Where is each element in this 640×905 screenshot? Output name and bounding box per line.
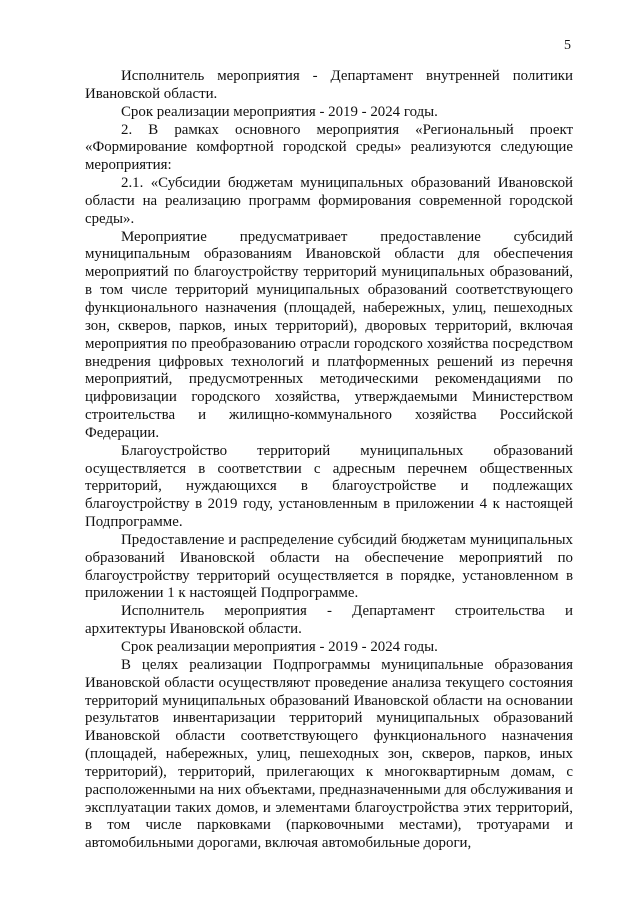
paragraph-measure-description: Мероприятие предусматривает предоставление субсидий муниципальным образованиям Ивановской области для обеспечения мероприятий по благоустройству территорий муниципальных образований, в том числе территорий муниципальных образований соответствующего функционального назначения (площадей, набережных, улиц, пешеходных зон, скверов, парков, иных территорий), дворовых территорий, включая мероприятия по преобразованию отрасли городского хозяйства посредством внедрения цифровых технологий и платформенных решений из перечня мероприятий, предусмотренных методическими рекомендациями по цифровизации городского хозяйства, утверждаемыми Министерством строительства и жилищно-коммунального хозяйства Российской Федерации. <box>85 228 573 441</box>
paragraph-term-2019-2024-second: Срок реализации мероприятия - 2019 - 2024 годы. <box>121 639 438 655</box>
paragraph-subsidy-distribution: Предоставление и распределение субсидий бюджетам муниципальных образований Ивановской области на обеспечение мероприятий по благоустройству территорий осуществляется в порядке, установленном в приложении 1 к настоящей Подпрограмме. <box>85 531 573 602</box>
paragraph-executor-construction: Исполнитель мероприятия - Департамент строительства и архитектуры Ивановской области. <box>85 603 573 638</box>
paragraph-landscaping-territories: Благоустройство территорий муниципальных образований осуществляется в соответствии с адресным перечнем общественных территорий, нуждающихся в благоустройстве и подлежащих благоустройству в 2019 году, установленным в приложении 4 к настоящей Подпрограмме. <box>85 442 573 531</box>
paragraph-subsidies-2-1: 2.1. «Субсидии бюджетам муниципальных образований Ивановской области на реализацию программ формирования современной городской среды». <box>85 175 573 227</box>
paragraph-executor-internal-policy: Исполнитель мероприятия - Департамент внутренней политики Ивановской области. <box>85 68 573 102</box>
document-body <box>85 68 573 853</box>
paragraph-analysis: В целях реализации Подпрограммы муниципальные образования Ивановской области осуществляют проведение анализа текущего состояния территорий муниципальных образований Ивановской области на основании результатов инвентаризации территорий муниципальных образований Ивановской области соответствующего функционального назначения (площадей, набережных, улиц, пешеходных зон, скверов, парков, иных территорий), территорий, прилегающих к многоквартирным домам, с расположенными на них объектами, предназначенными для обслуживания и эксплуатации таких домов, и элементами благоустройства этих территорий, в том числе парковками (парковочными местами), тротуарами и автомобильными дорогами, включая автомобильные дороги, <box>85 656 573 852</box>
paragraph-regional-project: 2. В рамках основного мероприятия «Региональный проект «Формирование комфортной городской среды» реализуются следующие мероприятия: <box>85 121 573 174</box>
paragraph-term-2019-2024: Срок реализации мероприятия - 2019 - 2024 годы. <box>121 103 438 120</box>
page-number: 5 <box>564 38 571 53</box>
